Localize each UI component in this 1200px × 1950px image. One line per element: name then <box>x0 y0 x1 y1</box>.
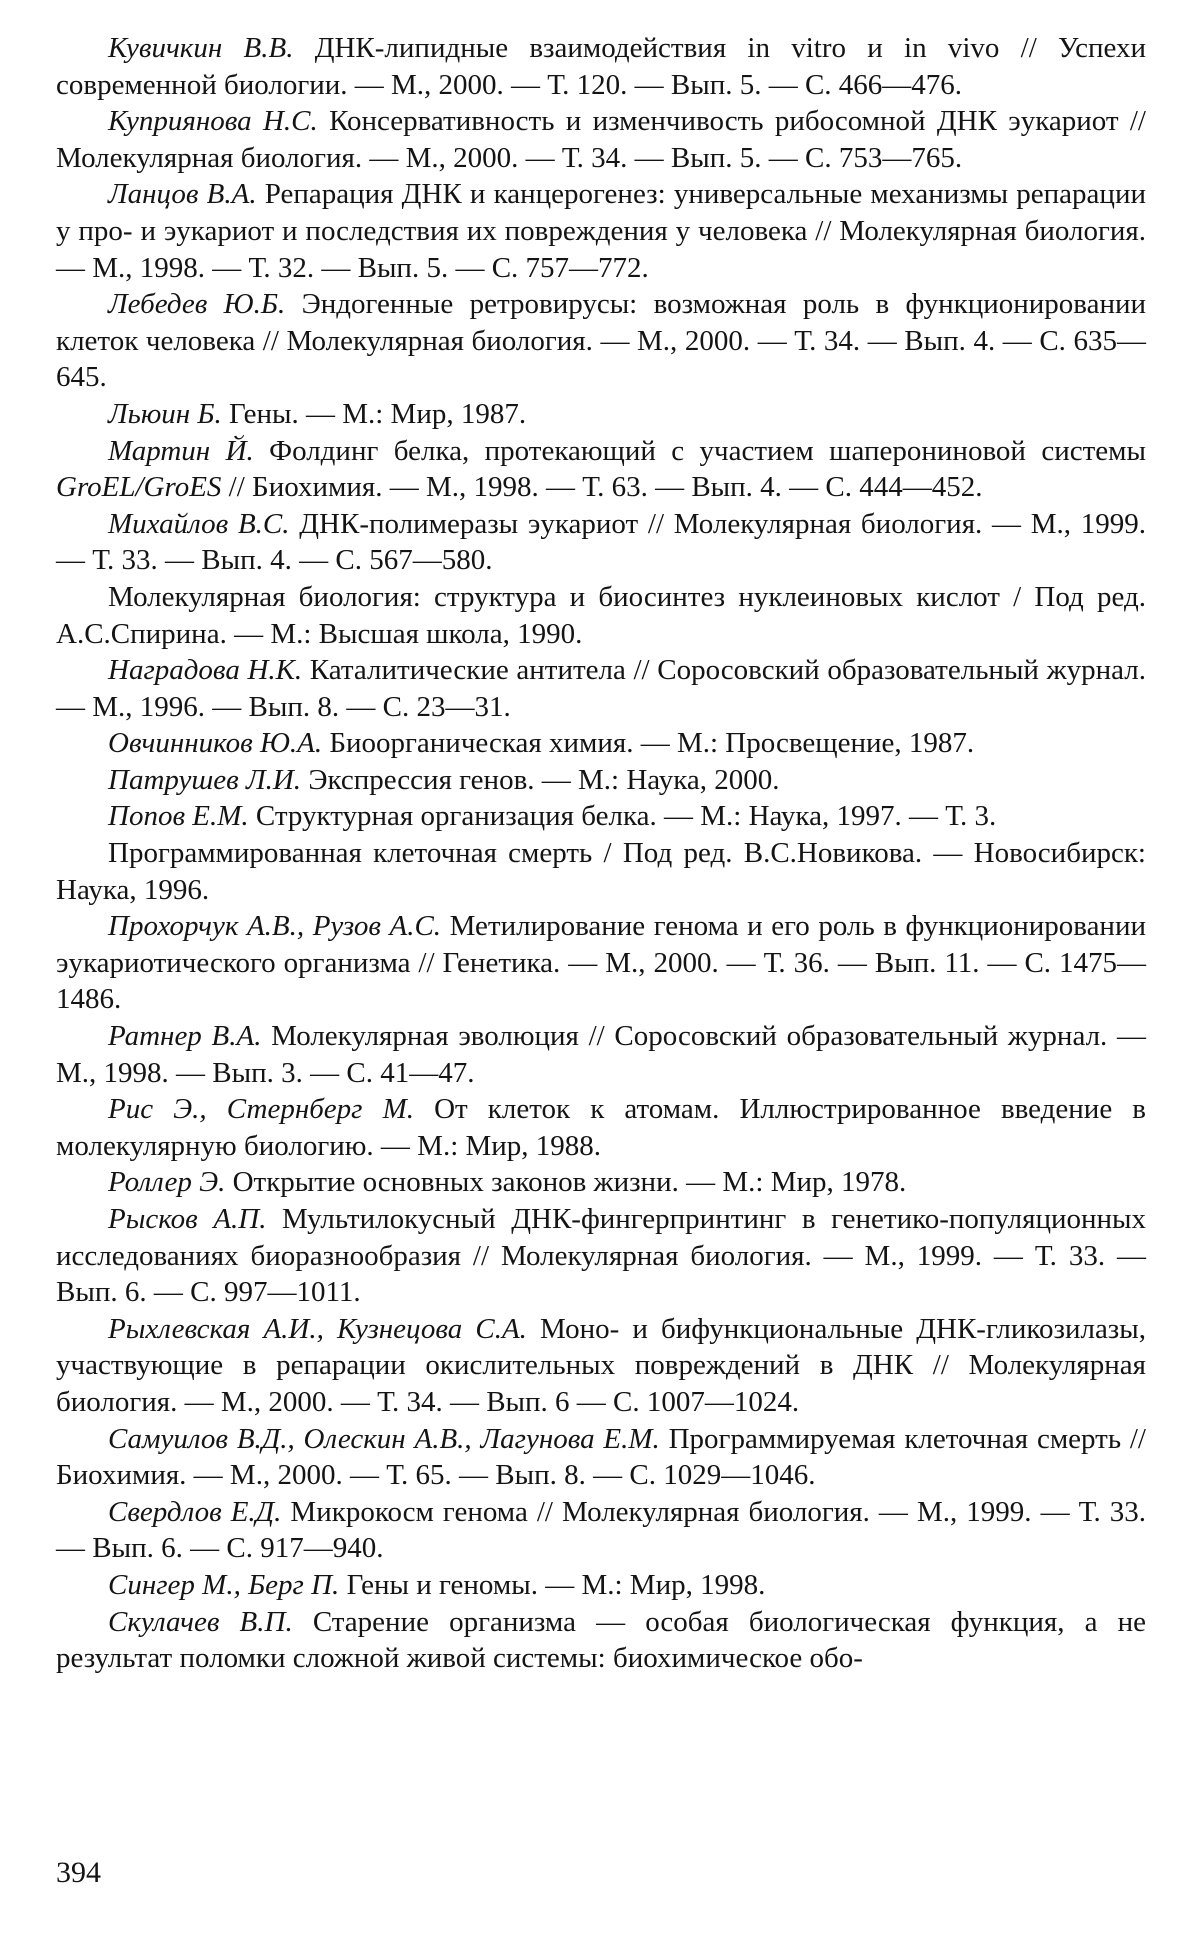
reference-entry <box>56 1201 1146 1311</box>
page-number: 394 <box>56 1856 101 1889</box>
reference-list <box>56 30 1146 1677</box>
reference-entry <box>56 30 1146 103</box>
reference-italic-term: GroEL/GroES <box>56 471 222 504</box>
reference-entry <box>56 798 1146 835</box>
reference-text: Гены и геномы. — М.: Мир, 1998. <box>339 1568 766 1601</box>
reference-author: Прохорчук А.В., Рузов А.С. <box>108 910 442 943</box>
reference-entry <box>56 396 1146 433</box>
reference-entry <box>56 176 1146 286</box>
reference-text: Старение организма — особая биологическая функция, а не результат поломки сложной живой системы: биохимическое обо- <box>56 1605 1146 1675</box>
reference-text: ДНК-полимеразы эукариот // Молекулярная биология. — М., 1999. — Т. 33. — Вып. 4. — С. 567—580. <box>56 507 1147 577</box>
reference-author: Рис Э., Стернберг М. <box>108 1093 414 1126</box>
reference-entry <box>56 579 1146 652</box>
reference-entry <box>56 1604 1146 1677</box>
reference-entry <box>56 506 1146 579</box>
reference-author: Куприянова Н.С. <box>108 105 318 138</box>
reference-author: Льюин Б. <box>108 397 222 430</box>
reference-text: Мультилокусный ДНК-фингерпринтинг в генетико-популяционных исследованиях биоразнообразия // Молекулярная биология. — М., 1999. — Т. 33. — Вып. 6. — С. 997—1011. <box>56 1203 1147 1309</box>
reference-author: Мартин Й. <box>108 434 254 467</box>
reference-author: Свердлов Е.Д. <box>108 1495 282 1528</box>
reference-author: Рысков А.П. <box>108 1203 267 1235</box>
reference-entry <box>56 1311 1146 1421</box>
reference-entry <box>56 1018 1146 1091</box>
bibliography-page <box>56 30 1146 1677</box>
reference-text: Программируемая клеточная смерть // Биохимия. — М., 2000. — Т. 65. — Вып. 8. — С. 1029—1046. <box>56 1422 1146 1492</box>
reference-text: Биоорганическая химия. — М.: Просвещение, 1987. <box>322 727 975 760</box>
reference-entry <box>56 1567 1146 1604</box>
reference-author: Овчинников Ю.А. <box>108 727 323 760</box>
reference-author: Кувичкин В.В. <box>108 32 294 64</box>
reference-author: Лебедев Ю.Б. <box>108 288 286 321</box>
reference-author: Ланцов В.А. <box>108 178 257 211</box>
reference-text: Экспрессия генов. — М.: Наука, 2000. <box>301 763 780 796</box>
reference-text: Репарация ДНК и канцерогенез: универсальные механизмы репарации у про- и эукариот и последствия их повреждения у человека // Молекулярная биология. — М., 1998. — Т. 32. — Вып. 5. — С. 757—772. <box>56 178 1146 284</box>
reference-entry <box>56 286 1146 396</box>
reference-author: Ратнер В.А. <box>108 1020 262 1053</box>
reference-text: Молекулярная биология: структура и биосинтез нуклеиновых кислот / Под ред. А.С.Спирина. — М.: Высшая школа, 1990. <box>56 580 1146 650</box>
reference-text-continued: // Биохимия. — М., 1998. — Т. 63. — Вып. 4. — С. 444—452. <box>221 471 983 504</box>
reference-text: От клеток к атомам. Иллюстрированное введение в молекулярную биологию. — М.: Мир, 1988. <box>56 1093 1146 1162</box>
reference-author: Патрушев Л.И. <box>108 763 302 796</box>
reference-text: Эндогенные ретровирусы: возможная роль в функционировании клеток человека // Молекулярная биология. — М., 2000. — Т. 34. — Вып. 4. — С. 635—645. <box>56 288 1147 394</box>
reference-entry <box>56 835 1146 908</box>
reference-entry <box>56 433 1146 506</box>
reference-text: Консервативность и изменчивость рибосомной ДНК эукариот // Молекулярная биология. — М., 2000. — Т. 34. — Вып. 5. — С. 753—765. <box>56 105 1146 174</box>
reference-text: Молекулярная эволюция // Соросовский образовательный журнал. — М., 1998. — Вып. 3. — С. 41—47. <box>56 1020 1146 1089</box>
reference-entry <box>56 1164 1146 1201</box>
reference-entry <box>56 1091 1146 1164</box>
reference-text: Каталитические антитела // Соросовский образовательный журнал. — М., 1996. — Вып. 8. — С. 23—31. <box>56 654 1146 723</box>
reference-entry <box>56 908 1146 1018</box>
reference-author: Михайлов В.С. <box>108 507 290 540</box>
reference-author: Роллер Э. <box>108 1166 226 1199</box>
reference-entry <box>56 103 1146 176</box>
reference-text: Гены. — М.: Мир, 1987. <box>221 397 527 430</box>
reference-text: Фолдинг белка, протекающий с участием шаперониновой системы <box>253 434 1146 467</box>
reference-text: ДНК-липидные взаимодействия in vitro и in vivo // Успехи современной биологии. — М., 2000. — Т. 120. — Вып. 5. — С. 466—476. <box>56 32 1146 101</box>
reference-author: Самуилов В.Д., Олескин А.В., Лагунова Е.М. <box>108 1422 660 1455</box>
reference-entry <box>56 1421 1146 1494</box>
reference-author: Сингер М., Берг П. <box>108 1568 340 1601</box>
reference-text: Микрокосм генома // Молекулярная биология. — М., 1999. — Т. 33. — Вып. 6. — С. 917—940. <box>56 1495 1146 1565</box>
reference-text: Метилирование генома и его роль в функционировании эукариотического организма // Генетика. — М., 2000. — Т. 36. — Вып. 11. — С. 1475—1486. <box>56 910 1146 1016</box>
reference-entry <box>56 652 1146 725</box>
reference-entry <box>56 725 1146 762</box>
reference-text: Открытие основных законов жизни. — М.: Мир, 1978. <box>225 1166 907 1199</box>
reference-author: Попов Е.М. <box>108 800 249 833</box>
reference-entry <box>56 762 1146 799</box>
reference-author: Скулачев В.П. <box>108 1605 293 1638</box>
reference-entry <box>56 1494 1146 1567</box>
reference-text: Структурная организация белка. — М.: Наука, 1997. — Т. 3. <box>248 800 997 833</box>
reference-text: Программированная клеточная смерть / Под ред. В.С.Новикова. — Новосибирск: Наука, 1996. <box>56 837 1146 906</box>
reference-text: Моно- и бифункциональные ДНК-гликозилазы, участвующие в репарации окислительных повреждений в ДНК // Молекулярная биология. — М., 2000. — Т. 34. — Вып. 6 — С. 1007—1024. <box>56 1312 1147 1418</box>
reference-author: Наградова Н.К. <box>108 654 303 687</box>
reference-author: Рыхлевская А.И., Кузнецова С.А. <box>108 1312 527 1345</box>
